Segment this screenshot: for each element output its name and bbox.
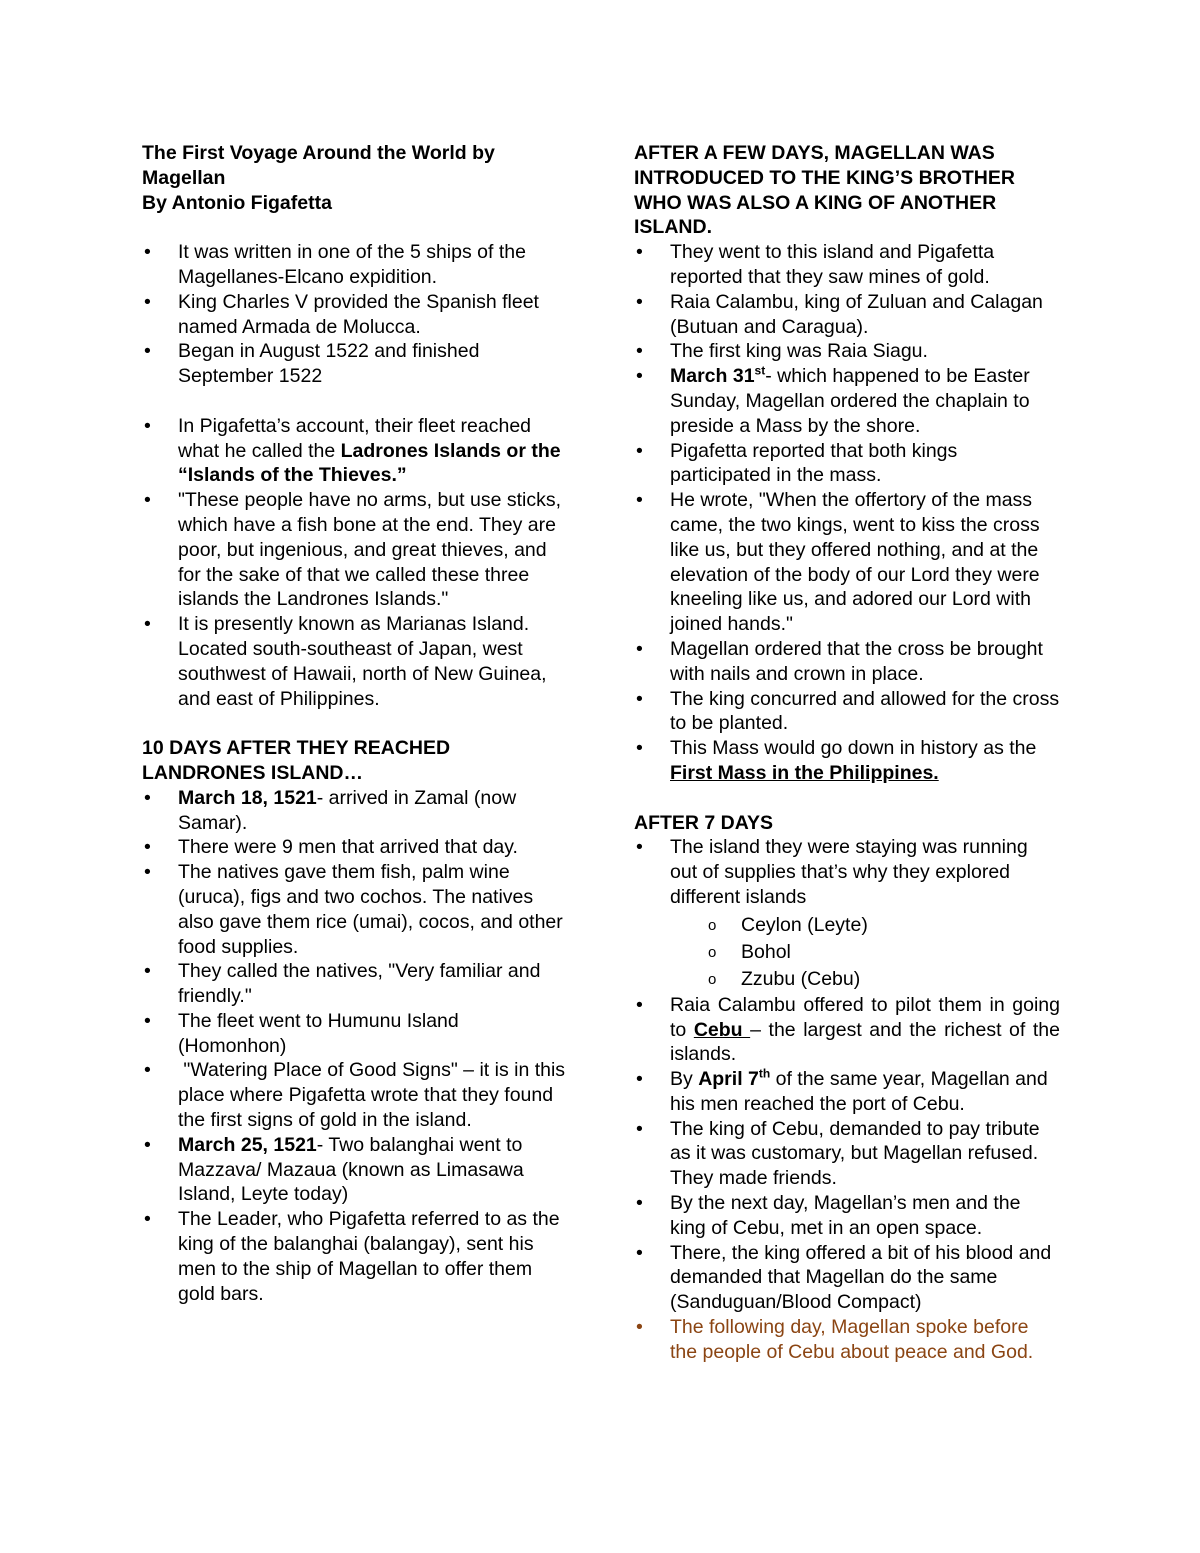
list-item: • March 31st- which happened to be Easter Sunday, Magellan ordered the chaplain to preside a Mass by the shore. xyxy=(634,364,1060,438)
first-mass-bold: First Mass in the Philippines. xyxy=(670,761,939,784)
arrival-list xyxy=(142,786,572,1307)
date-bold: March 18, 1521 xyxy=(178,786,317,809)
after-seven-days-list xyxy=(634,835,1060,1364)
list-item: • They called the natives, "Very familiar and friendly." xyxy=(142,959,572,1009)
sublist-item: o Ceylon (Leyte) xyxy=(670,912,1060,939)
date-bold: March 31st xyxy=(670,363,766,388)
islands-sublist xyxy=(670,912,1060,993)
list-item: • The Leader, who Pigafetta referred to as the king of the balanghai (balangay), sent his men to the ship of Magellan to offer them gold bars. xyxy=(142,1207,572,1306)
list-item: • It was written in one of the 5 ships of the Magellanes-Elcano expidition. xyxy=(142,240,572,290)
cebu-bold: Cebu xyxy=(693,1018,751,1041)
list-item: • King Charles V provided the Spanish fleet named Armada de Molucca. xyxy=(142,290,572,340)
date-bold: April 7th xyxy=(698,1066,771,1091)
list-item: • Pigafetta reported that both kings participated in the mass. xyxy=(634,439,1060,489)
title-line-2: Magellan xyxy=(142,166,226,189)
list-item: • The fleet went to Humunu Island (Homonhon) xyxy=(142,1009,572,1059)
list-item: • The natives gave them fish, palm wine (uruca), figs and two cochos. The natives also gave them rice (umai), cocos, and other food supplies. xyxy=(142,860,572,959)
ladrones-bold: Ladrones Islands or the “Islands of the Thieves.” xyxy=(178,439,561,487)
sublist-item: o Zzubu (Cebu) xyxy=(670,966,1060,993)
list-item: • This Mass would go down in history as the First Mass in the Philippines. xyxy=(634,736,1060,786)
title-line-1: The First Voyage Around the World by xyxy=(142,142,495,164)
author-line: By Antonio Figafetta xyxy=(142,191,332,214)
ladrones-list xyxy=(142,414,572,712)
list-item: • "These people have no arms, but use sticks, which have a fish bone at the end. They are poor, but ingenious, and great thieves, and for the sake of that we called these three islands the Landrones Islands." xyxy=(142,488,572,612)
list-item: • Began in August 1522 and finished September 1522 xyxy=(142,339,572,389)
document-title xyxy=(142,141,572,191)
section-heading: 10 DAYS AFTER THEY REACHED LANDRONES ISLAND… xyxy=(142,737,451,784)
list-item: • The island they were staying was running out of supplies that’s why they explored different islands o Ceylon (Leyte) o Bohol o Zzubu (Cebu) xyxy=(634,835,1060,992)
list-item: • There were 9 men that arrived that day. xyxy=(142,835,572,860)
list-item: • In Pigafetta’s account, their fleet reached what he called the Ladrones Islands or the “Islands of the Thieves.” xyxy=(142,414,572,488)
list-item: • It is presently known as Marianas Island. Located south-southeast of Japan, west southwest of Hawaii, north of New Guinea, and east of Philippines. xyxy=(142,612,572,711)
list-item: • There, the king offered a bit of his blood and demanded that Magellan do the same (Sanduguan/Blood Compact) xyxy=(634,1241,1060,1315)
right-column xyxy=(634,141,1060,1365)
list-item: • March 25, 1521- Two balanghai went to Mazzava/ Mazaua (known as Limasawa Island, Leyte today) xyxy=(142,1133,572,1207)
list-item: • "Watering Place of Good Signs" – it is in this place where Pigafetta wrote that they found the first signs of gold in the island. xyxy=(142,1058,572,1132)
list-item: • By April 7th of the same year, Magellan and his men reached the port of Cebu. xyxy=(634,1067,1060,1117)
list-item: • The king of Cebu, demanded to pay tribute as it was customary, but Magellan refused. They made friends. xyxy=(634,1117,1060,1191)
list-item: • The king concurred and allowed for the cross to be planted. xyxy=(634,687,1060,737)
left-column xyxy=(142,141,572,1306)
section-heading: AFTER A FEW DAYS, MAGELLAN WAS INTRODUCED TO THE KING’S BROTHER WHO WAS ALSO A KING OF ANOTHER ISLAND. xyxy=(634,142,1015,239)
list-item: • The following day, Magellan spoke before the people of Cebu about peace and God. xyxy=(634,1315,1060,1365)
list-item: • Magellan ordered that the cross be brought with nails and crown in place. xyxy=(634,637,1060,687)
king-brother-list xyxy=(634,240,1060,786)
intro-list xyxy=(142,240,572,389)
list-item: • By the next day, Magellan’s men and the king of Cebu, met in an open space. xyxy=(634,1191,1060,1241)
list-item: • March 18, 1521- arrived in Zamal (now Samar). xyxy=(142,786,572,836)
sublist-item: o Bohol xyxy=(670,939,1060,966)
list-item: • Raia Calambu offered to pilot them in going to Cebu – the largest and the richest of the islands. xyxy=(634,993,1060,1067)
date-bold: March 25, 1521 xyxy=(178,1133,317,1156)
list-item: • Raia Calambu, king of Zuluan and Calagan (Butuan and Caragua). xyxy=(634,290,1060,340)
list-item: • They went to this island and Pigafetta reported that they saw mines of gold. xyxy=(634,240,1060,290)
list-item: • He wrote, "When the offertory of the mass came, the two kings, went to kiss the cross like us, but they offered nothing, and at the elevation of the body of our Lord they were kneeling like us, and adored our Lord with joined hands." xyxy=(634,488,1060,637)
list-item: • The first king was Raia Siagu. xyxy=(634,339,1060,364)
section-heading: AFTER 7 DAYS xyxy=(634,811,774,834)
